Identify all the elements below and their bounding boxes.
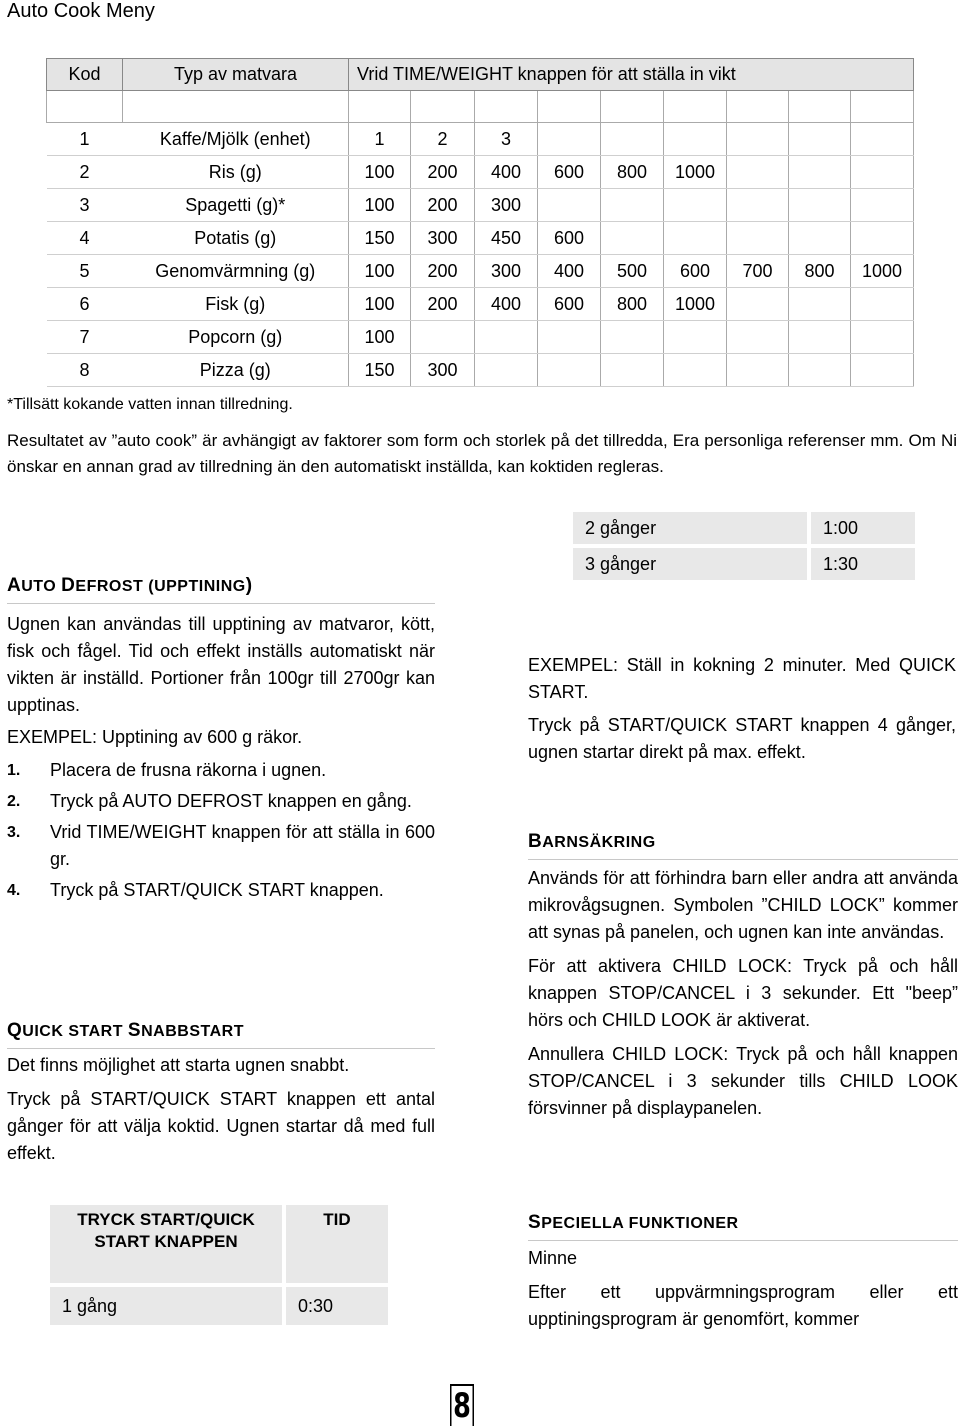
weight-cell: 400 [475, 156, 538, 189]
weight-cell [789, 189, 851, 222]
press-cell: 1 gång [50, 1287, 282, 1325]
child-lock-heading: BARNSÄKRING [528, 831, 958, 860]
table-row [47, 354, 914, 387]
result-paragraph: Resultatet av ”auto cook” är avhängigt av faktorer som form och storlek på det tillredda, Era personliga referenser mm. Om Ni önskar en annan grad av tillredning än den automatiskt inställda, kan koktiden regleras. [7, 431, 957, 476]
auto-defrost-heading: AUTO DEFROST (UPPTINING) [7, 575, 435, 604]
weight-cell: 300 [475, 189, 538, 222]
weight-cell [664, 222, 727, 255]
weight-cell: 800 [601, 156, 664, 189]
weight-cell: 1000 [664, 288, 727, 321]
code-cell: 7 [47, 321, 123, 354]
boiling-water-note: *Tillsätt kokande vatten innan tillredning. [7, 396, 293, 413]
header-code: Kod [47, 59, 123, 91]
weight-cell: 500 [601, 255, 664, 288]
special-functions-section [528, 1212, 958, 1333]
table-row [50, 1287, 388, 1325]
food-cell: Popcorn (g) [123, 321, 349, 354]
code-cell: 1 [47, 123, 123, 156]
list-item: 2. Tryck på AUTO DEFROST knappen en gång. [7, 791, 412, 811]
weight-cell: 100 [349, 189, 411, 222]
weight-cell [727, 354, 789, 387]
time-cell: 0:30 [286, 1287, 388, 1325]
auto-cook-table [46, 58, 914, 387]
list-item: 4. Tryck på START/QUICK START knappen. [7, 880, 384, 900]
table-row [47, 156, 914, 189]
example-line1: EXEMPEL: Ställ in kokning 2 minuter. Med QUICK START. [528, 655, 956, 702]
weight-cell: 1000 [851, 255, 914, 288]
table-row [573, 512, 915, 544]
weight-cell: 800 [601, 288, 664, 321]
page-number: 8 [450, 1384, 474, 1426]
weight-cell: 2 [411, 123, 475, 156]
weight-cell [664, 123, 727, 156]
weight-cell [789, 354, 851, 387]
weight-cell [851, 189, 914, 222]
weight-cell: 400 [475, 288, 538, 321]
weight-cell: 200 [411, 288, 475, 321]
weight-cell [601, 189, 664, 222]
weight-cell [538, 354, 601, 387]
weight-cell [727, 189, 789, 222]
quick-start-section [7, 1020, 435, 1167]
weight-cell [727, 321, 789, 354]
weight-cell [789, 321, 851, 354]
auto-defrost-intro: Ugnen kan användas till upptining av matvaror, kött, fisk och fågel. Tid och effekt inställs automatiskt när vikten är inställd. Portioner från 100gr till 2700gr kan upptinas. [7, 614, 435, 715]
quick-start-line2: Tryck på START/QUICK START knappen ett antal gånger för att välja koktid. Ugnen startar då med full effekt. [7, 1089, 435, 1163]
food-cell: Pizza (g) [123, 354, 349, 387]
food-cell: Ris (g) [123, 156, 349, 189]
quick-start-table [46, 1201, 392, 1329]
special-functions-heading: SPECIELLA FUNKTIONER [528, 1212, 958, 1241]
weight-cell [601, 222, 664, 255]
list-item: 3. Vrid TIME/WEIGHT knappen för att ställa in 600 gr. [7, 822, 435, 869]
weight-cell: 400 [538, 255, 601, 288]
food-cell: Fisk (g) [123, 288, 349, 321]
quick-start-line1: Det finns möjlighet att starta ugnen snabbt. [7, 1055, 350, 1075]
weight-cell [727, 156, 789, 189]
table-row [47, 189, 914, 222]
table-row [47, 123, 914, 156]
header-weight-values: Vrid TIME/WEIGHT knappen för att ställa in vikt [349, 59, 914, 91]
auto-defrost-example: EXEMPEL: Upptining av 600 g räkor. [7, 727, 303, 747]
weight-cell: 300 [411, 222, 475, 255]
weight-cell: 600 [538, 156, 601, 189]
presses-cell: 3 gånger [573, 548, 807, 580]
weight-cell [601, 123, 664, 156]
weight-cell [851, 123, 914, 156]
weight-cell [664, 354, 727, 387]
weight-cell [789, 222, 851, 255]
weight-cell [664, 321, 727, 354]
weight-cell: 300 [411, 354, 475, 387]
child-lock-p3: Annullera CHILD LOCK: Tryck på och håll knappen STOP/CANCEL i 3 sekunder tills CHILD LOOK försvinner på displaypanelen. [528, 1044, 958, 1118]
weight-cell: 200 [411, 255, 475, 288]
table-row [47, 288, 914, 321]
weight-cell [851, 321, 914, 354]
auto-defrost-steps [7, 757, 435, 904]
table-row [47, 255, 914, 288]
weight-cell: 600 [538, 222, 601, 255]
weight-cell: 450 [475, 222, 538, 255]
weight-cell: 1 [349, 123, 411, 156]
memory-subheading: Minne [528, 1248, 578, 1268]
weight-cell: 100 [349, 288, 411, 321]
example-line2: Tryck på START/QUICK START knappen 4 gånger, ugnen startar direkt på max. effekt. [528, 715, 956, 762]
example-section [528, 652, 956, 766]
weight-cell [475, 354, 538, 387]
header-time: TID [286, 1205, 388, 1283]
table-spacer-row [47, 91, 914, 123]
time-cell: 1:00 [811, 512, 915, 544]
child-lock-section [528, 831, 958, 1122]
press-times-table [569, 508, 919, 584]
header-food-type: Typ av matvara [123, 59, 349, 91]
weight-cell: 100 [349, 321, 411, 354]
weight-cell: 100 [349, 156, 411, 189]
header-press: TRYCK START/QUICK START KNAPPEN [50, 1205, 282, 1283]
table-header-row [47, 59, 914, 91]
weight-cell [789, 123, 851, 156]
code-cell: 5 [47, 255, 123, 288]
weight-cell: 200 [411, 189, 475, 222]
weight-cell [727, 288, 789, 321]
weight-cell: 1000 [664, 156, 727, 189]
weight-cell: 300 [475, 255, 538, 288]
weight-cell: 600 [538, 288, 601, 321]
weight-cell: 800 [789, 255, 851, 288]
code-cell: 8 [47, 354, 123, 387]
weight-cell [851, 222, 914, 255]
weight-cell [727, 222, 789, 255]
weight-cell: 600 [664, 255, 727, 288]
food-cell: Kaffe/Mjölk (enhet) [123, 123, 349, 156]
table-row [47, 222, 914, 255]
weight-cell: 700 [727, 255, 789, 288]
child-lock-p2: För att aktivera CHILD LOCK: Tryck på och håll knappen STOP/CANCEL i 3 sekunder. Ett "beep” hörs och CHILD LOOK är aktiverat. [528, 956, 958, 1030]
weight-cell [727, 123, 789, 156]
weight-cell: 100 [349, 255, 411, 288]
table-row [47, 321, 914, 354]
weight-cell [789, 288, 851, 321]
auto-defrost-section [7, 575, 435, 908]
weight-cell [851, 288, 914, 321]
weight-cell [851, 354, 914, 387]
food-cell: Spagetti (g)* [123, 189, 349, 222]
weight-cell [601, 321, 664, 354]
child-lock-p1: Används för att förhindra barn eller andra att använda mikrovågsugnen. Symbolen ”CHILD LOCK” kommer att synas på panelen, och ugnen kan inte användas. [528, 868, 958, 942]
table-row [573, 548, 915, 580]
weight-cell [538, 321, 601, 354]
weight-cell [538, 189, 601, 222]
code-cell: 2 [47, 156, 123, 189]
page-title: Auto Cook Meny [7, 0, 155, 22]
table-row [50, 1205, 388, 1283]
list-item: 1. Placera de frusna räkorna i ugnen. [7, 760, 327, 780]
weight-cell: 150 [349, 354, 411, 387]
weight-cell [851, 156, 914, 189]
time-cell: 1:30 [811, 548, 915, 580]
weight-cell [538, 123, 601, 156]
weight-cell [789, 156, 851, 189]
code-cell: 6 [47, 288, 123, 321]
weight-cell [411, 321, 475, 354]
presses-cell: 2 gånger [573, 512, 807, 544]
code-cell: 3 [47, 189, 123, 222]
weight-cell [475, 321, 538, 354]
weight-cell: 150 [349, 222, 411, 255]
food-cell: Potatis (g) [123, 222, 349, 255]
weight-cell: 3 [475, 123, 538, 156]
quick-start-heading: QUICK START SNABBSTART [7, 1020, 435, 1049]
weight-cell: 200 [411, 156, 475, 189]
memory-text: Efter ett uppvärmningsprogram eller ett upptiningsprogram är genomfört, kommer [528, 1282, 958, 1329]
weight-cell [601, 354, 664, 387]
code-cell: 4 [47, 222, 123, 255]
weight-cell [664, 189, 727, 222]
food-cell: Genomvärmning (g) [123, 255, 349, 288]
